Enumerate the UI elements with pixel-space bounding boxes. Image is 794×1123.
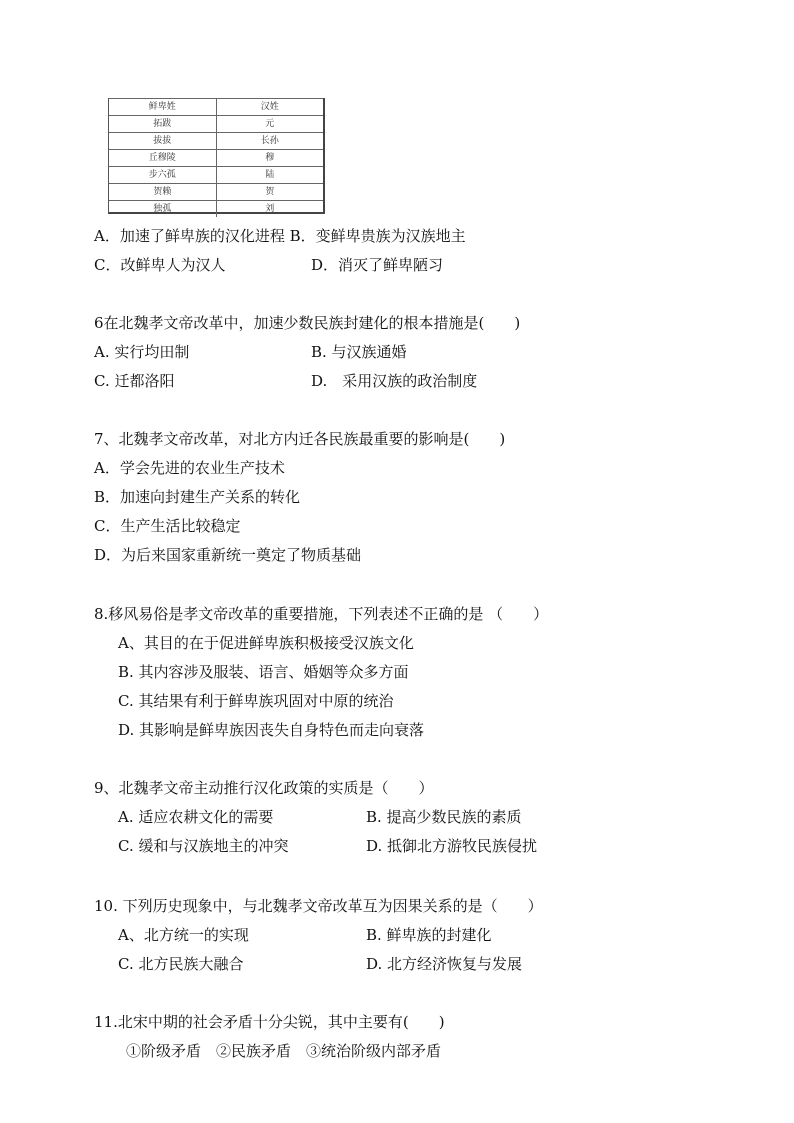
table-cell: 穆	[216, 150, 323, 167]
table-cell: 刘	[216, 201, 323, 218]
table-cell: 拔拔	[109, 133, 216, 150]
table-row	[109, 167, 323, 184]
table-header-row	[109, 99, 323, 116]
table-cell: 贺赖	[109, 184, 216, 201]
q11-items: ①阶级矛盾 ②民族矛盾 ③统治阶级内部矛盾	[126, 1042, 442, 1060]
q8-stem: 8.移风易俗是孝文帝改革的重要措施，下列表述不正确的是 （ ）	[94, 605, 549, 623]
table-cell: 步六孤	[109, 167, 216, 184]
q8-option-d: D. 其影响是鲜卑族因丧失自身特色而走向衰落	[118, 721, 425, 739]
q8-option-a: A、其目的在于促进鲜卑族积极接受汉族文化	[118, 634, 414, 652]
table-row	[109, 116, 323, 133]
q9-option-b: B. 提高少数民族的素质	[366, 808, 522, 826]
table-cell: 丘穆陵	[109, 150, 216, 167]
table-cell: 长孙	[216, 133, 323, 150]
table-row	[109, 201, 323, 218]
q10-option-a: A、北方统一的实现	[118, 926, 249, 944]
q10-stem: 10. 下列历史现象中，与北魏孝文帝改革互为因果关系的是（ ）	[94, 897, 543, 915]
q6-option-a: A. 实行均田制	[94, 343, 190, 361]
q6-option-d: D. 采用汉族的政治制度	[311, 372, 478, 390]
q7-option-a: A．学会先进的农业生产技术	[94, 459, 285, 477]
table-cell: 独孤	[109, 201, 216, 218]
q5-option-d: D．消灭了鲜卑陋习	[311, 256, 444, 274]
q9-stem: 9、北魏孝文帝主动推行汉化政策的实质是（ ）	[94, 779, 434, 797]
table-header-cell: 汉姓	[216, 99, 323, 116]
q8-option-b: B. 其内容涉及服装、语言、婚姻等众多方面	[118, 663, 409, 681]
q10-option-b: B. 鲜卑族的封建化	[366, 926, 492, 944]
q5-options-ab: A．加速了鲜卑族的汉化进程 B．变鲜卑贵族为汉族地主	[94, 227, 466, 245]
table-header-cell: 鲜卑姓	[109, 99, 216, 116]
q5-option-c: C．改鲜卑人为汉人	[94, 256, 226, 274]
q9-option-d: D. 抵御北方游牧民族侵扰	[366, 837, 538, 855]
q9-option-c: C. 缓和与汉族地主的冲突	[118, 837, 289, 855]
q10-option-d: D. 北方经济恢复与发展	[366, 955, 523, 973]
q8-option-c: C. 其结果有利于鲜卑族巩固对中原的统治	[118, 692, 394, 710]
q9-option-a: A. 适应农耕文化的需要	[118, 808, 274, 826]
q7-option-c: C．生产生活比较稳定	[94, 517, 241, 535]
q6-stem: 6在北魏孝文帝改革中，加速少数民族封建化的根本措施是( )	[94, 314, 521, 332]
q6-option-c: C. 迁都洛阳	[94, 372, 175, 390]
q6-option-b: B. 与汉族通婚	[311, 343, 407, 361]
table-row	[109, 184, 323, 201]
table-cell: 元	[216, 116, 323, 133]
q7-option-b: B．加速向封建生产关系的转化	[94, 488, 301, 506]
table-cell: 贺	[216, 184, 323, 201]
q11-stem: 11.北宋中期的社会矛盾十分尖锐，其中主要有( )	[94, 1013, 445, 1031]
table-row	[109, 133, 323, 150]
q10-option-c: C. 北方民族大融合	[118, 955, 244, 973]
table-cell: 陆	[216, 167, 323, 184]
table-cell: 拓跋	[109, 116, 216, 133]
q7-stem: 7、北魏孝文帝改革，对北方内迁各民族最重要的影响是( )	[94, 430, 506, 448]
q7-option-d: D．为后来国家重新统一奠定了物质基础	[94, 546, 362, 564]
surname-table	[108, 98, 325, 214]
table-row	[109, 150, 323, 167]
